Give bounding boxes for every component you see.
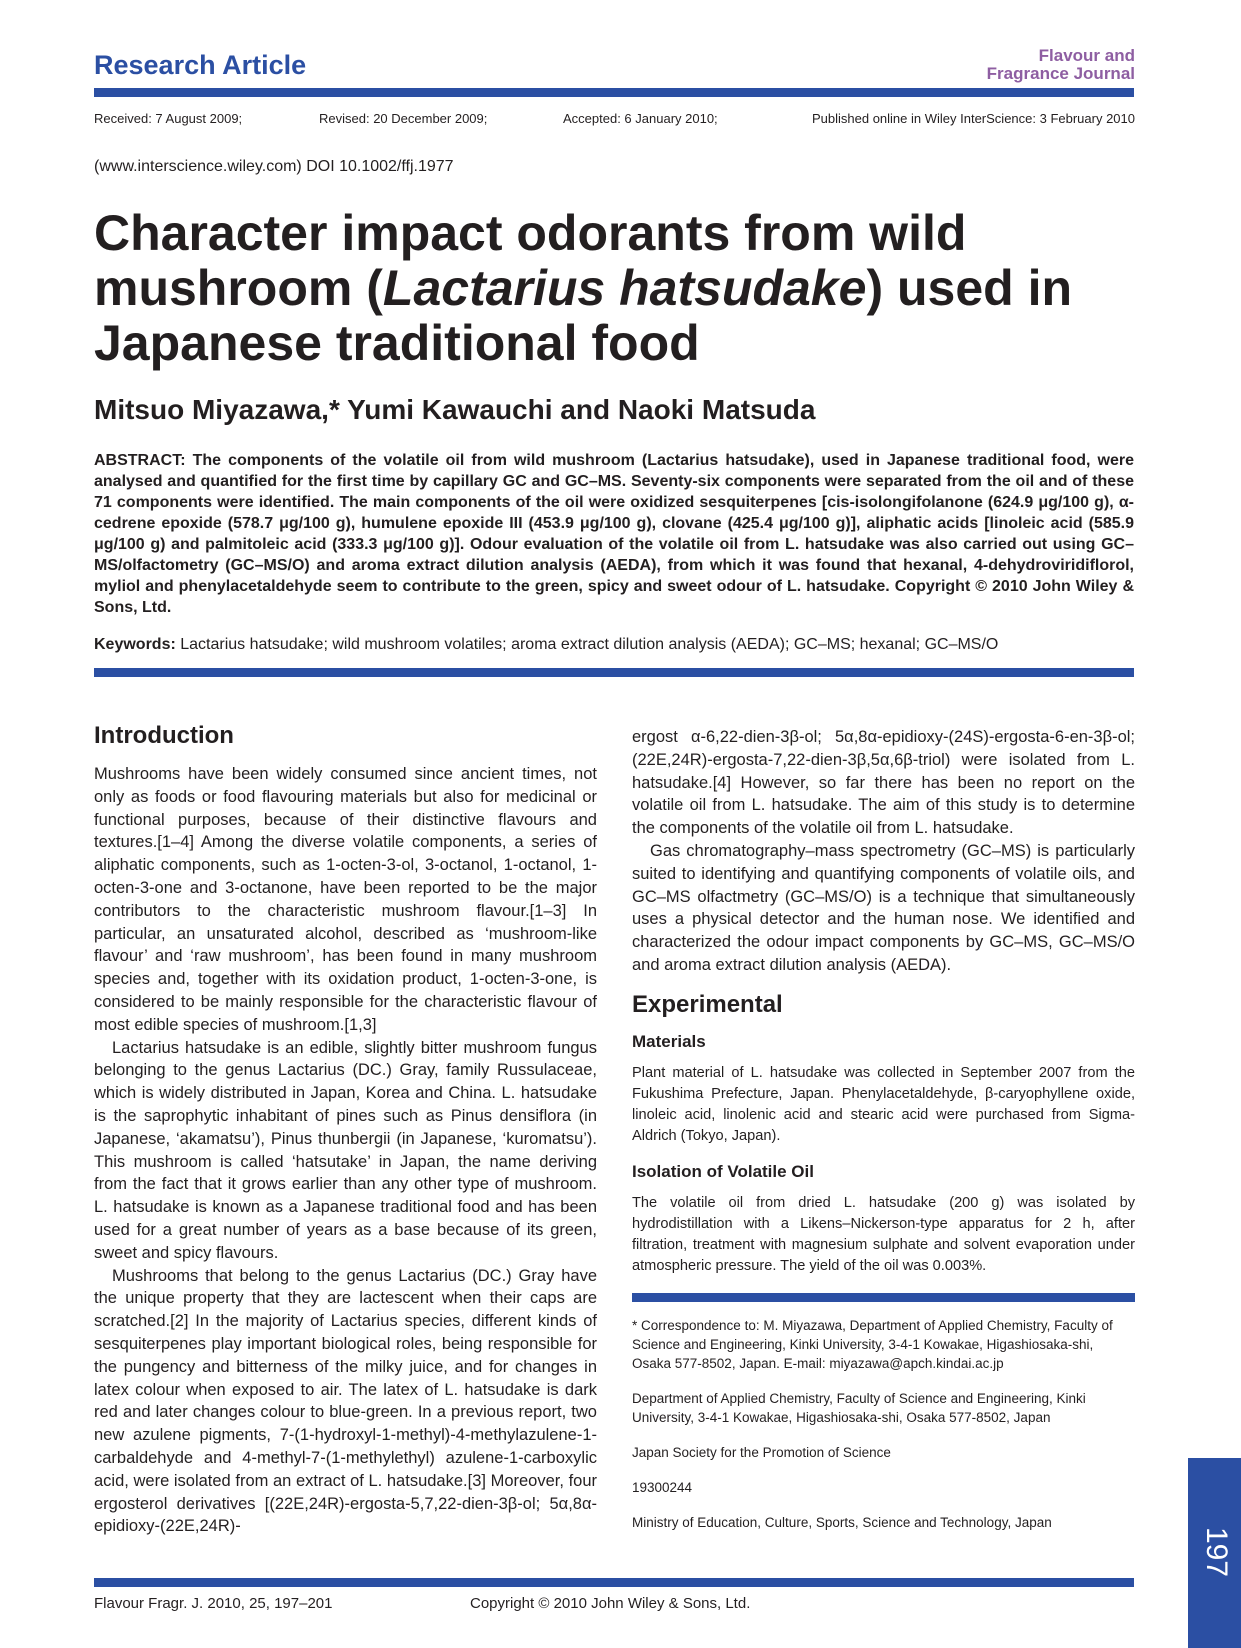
keywords xyxy=(94,636,1134,654)
footnotes xyxy=(632,1316,1135,1548)
title-part2: ) used in Japanese traditional food xyxy=(94,260,1073,371)
header-rule xyxy=(94,88,1134,97)
journal-logo-line2: Fragrance Journal xyxy=(986,64,1135,83)
journal-logo-line1: Flavour and xyxy=(1038,46,1135,65)
abstract xyxy=(94,450,1134,618)
keywords-text: Lactarius hatsudake; wild mushroom volatiles; aroma extract dilution analysis (AEDA); GC–MS; hexanal; GC–MS/O xyxy=(180,636,999,653)
authors: Mitsuo Miyazawa,* Yumi Kawauchi and Naoki Matsuda xyxy=(94,394,816,425)
footer-rule xyxy=(94,1578,1134,1587)
abstract-text: The components of the volatile oil from wild mushroom (Lactarius hatsudake), used in Japanese traditional food, were analysed and quantified for the first time by capillary GC and GC–MS. Seventy-six components were separated from the oil and of these 71 components were identified. The main components of the oil were oxidized sesquiterpenes [cis-isolongifolanone (624.9 μg/100 g), α-cedrene epoxide (578.7 μg/100 g), humulene epoxide III (453.9 μg/100 g), clovane (425.4 μg/100 g)], aliphatic acids [linoleic acid (585.9 μg/100 g) and palmitoleic acid (333.3 μg/100 g)]. Odour evaluation of the volatile oil from L. hatsudake was also carried out using GC–MS/olfactometry (GC–MS/O) and aroma extract dilution analysis (AEDA), from which it was found that hexanal, 4-dehydroviridiflorol, myliol and phenylacetaldehyde seem to contribute to the green, spicy and sweet odour of L. hatsudake. Copyright © 2010 John Wiley & Sons, Ltd. xyxy=(94,452,1135,616)
experimental-heading: Experimental xyxy=(632,990,783,1018)
intro-paragraph-2: Lactarius hatsudake is an edible, slightly bitter mushroom fungus belonging to the genus Lactarius (DC.) Gray, family Russulaceae, which is widely distributed in Japan, Korea and China. L. hatsudake is the saprophytic inhabitant of pines such as Pinus densiflora (in Japanese, ‘akamatsu’), Pinus thunbergii (in Japanese, ‘kuromatsu’). This mushroom is called ‘hatsutake’ in Japan, the name deriving from the fact that it grows earlier than any other type of mushroom. L. hatsudake is known as a Japanese traditional food and has been used for a great number of years as a base because of its green, sweet and spicy flavours. xyxy=(94,1038,597,1262)
isolation-text: The volatile oil from dried L. hatsudake (200 g) was isolated by hydrodistillation with a Likens–Nickerson-type apparatus for 2 h, after filtration, treatment with magnesium sulphate and solvent evaporation under atmospheric pressure. The yield of the oil was 0.003%. xyxy=(632,1194,1135,1274)
funder-note-2: Ministry of Education, Culture, Sports, Science and Technology, Japan xyxy=(632,1515,1052,1530)
right-column xyxy=(632,726,1135,1277)
published-date: Published online in Wiley InterScience: 3 February 2010 xyxy=(811,111,1135,126)
left-column xyxy=(94,763,597,1538)
footnote-rule xyxy=(632,1293,1135,1302)
accepted-date: Accepted: 6 January 2010; xyxy=(563,111,718,126)
funder-note-1: Japan Society for the Promotion of Science xyxy=(632,1445,891,1460)
footer-copyright: Copyright © 2010 John Wiley & Sons, Ltd. xyxy=(470,1595,751,1612)
article-title xyxy=(94,206,1154,371)
affiliation-note: Department of Applied Chemistry, Faculty of Science and Engineering, Kinki University, 3-4-1 Kowakae, Higashiosaka-shi, Osaka 577-8502, Japan xyxy=(632,1391,1086,1425)
introduction-heading: Introduction xyxy=(94,722,234,749)
isolation-heading: Isolation of Volatile Oil xyxy=(632,1161,814,1181)
materials-text: Plant material of L. hatsudake was collected in September 2007 from the Fukushima Prefecture, Japan. Phenylacetaldehyde, β-caryophyllene oxide, linoleic acid, linolenic acid and stearic acid were purchased from Sigma-Aldrich (Tokyo, Japan). xyxy=(632,1064,1135,1144)
materials-heading: Materials xyxy=(632,1031,706,1051)
grant-number: 19300244 xyxy=(632,1480,693,1495)
title-part1: Character impact odorants from wild mushroom ( xyxy=(94,205,967,316)
correspondence-note: * Correspondence to: M. Miyazawa, Department of Applied Chemistry, Faculty of Science and Engineering, Kinki University, 3-4-1 Kowakae, Higashiosaka-shi, Osaka 577-8502, Japan. E-mail: miyazawa@apch.kindai.ac.jp xyxy=(632,1318,1113,1371)
section-label: Research Article xyxy=(94,50,307,80)
intro-paragraph-5: Gas chromatography–mass spectrometry (GC–MS) is particularly suited to identifying and quantifying components of volatile oils, and GC–MS olfactmetry (GC–MS/O) is a technique that simultaneously uses a physical detector and the human nose. We identified and characterized the odour impact components by GC–MS, GC–MS/O and aroma extract dilution analysis (AEDA). xyxy=(632,841,1135,974)
received-date: Received: 7 August 2009; xyxy=(94,111,243,126)
footer-citation: Flavour Fragr. J. 2010, 25, 197–201 xyxy=(94,1595,333,1612)
abstract-rule xyxy=(94,668,1134,677)
keywords-label: Keywords: xyxy=(94,636,176,653)
intro-paragraph-4: ergost α-6,22-dien-3β-ol; 5α,8α-epidioxy-(24S)-ergosta-6-en-3β-ol; (22E,24R)-ergosta-7,22-dien-3β,5α,6β-triol) were isolated from L. hatsudake.[4] However, so far there has been no report on the volatile oil from L. hatsudake. The aim of this study is to determine the components of the volatile oil from L. hatsudake. xyxy=(632,728,1135,838)
page-number: 197 xyxy=(1200,1527,1233,1578)
intro-paragraph-3: Mushrooms that belong to the genus Lactarius (DC.) Gray have the unique property that they are lactescent when their caps are scratched.[2] In the majority of Lactarius species, different kinds of sesquiterpenes play important biological roles, being responsible for the pungency and bitterness of the milky juice, and for changes in latex colour when exposed to air. The latex of L. hatsudake is dark red and later changes colour to blue-green. In a previous report, two new azulene pigments, 7-(1-hydroxyl-1-methyl)-4-methylazulene-1-carbaldehyde and 4-methyl-7-(1-methylethyl) azulene-1-carboxylic acid, were isolated from an extract of L. hatsudake.[3] Moreover, four ergosterol derivatives [(22E,24R)-ergosta-5,7,22-dien-3β-ol; 5α,8α-epidioxy-(22E,24R)- xyxy=(94,1266,597,1536)
revised-date: Revised: 20 December 2009; xyxy=(319,111,488,126)
journal-logo xyxy=(987,47,1135,83)
title-species: Lactarius hatsudake xyxy=(382,260,867,316)
intro-paragraph-1: Mushrooms have been widely consumed since ancient times, not only as foods or food flavouring materials but also for medicinal or functional purposes, because of their distinctive flavours and textures.[1–4] Among the diverse volatile components, a series of aliphatic components, such as 1-octen-3-ol, 3-octanol, 1-octanol, 1-octen-3-one and 3-octanone, have been reported to be the major contributors to the characteristic mushroom flavour.[1–3] In particular, an unsaturated alcohol, described as ‘mushroom-like flavour’ and ‘raw mushroom’, has been found in many mushroom species and, together with its oxidation product, 1-octen-3-one, is considered to be mainly responsible for the characteristic flavour of most edible species of mushroom.[1,3] xyxy=(94,765,597,1034)
doi-link[interactable]: (www.interscience.wiley.com) DOI 10.1002/ffj.1977 xyxy=(94,158,454,175)
abstract-label: ABSTRACT: xyxy=(94,452,186,469)
